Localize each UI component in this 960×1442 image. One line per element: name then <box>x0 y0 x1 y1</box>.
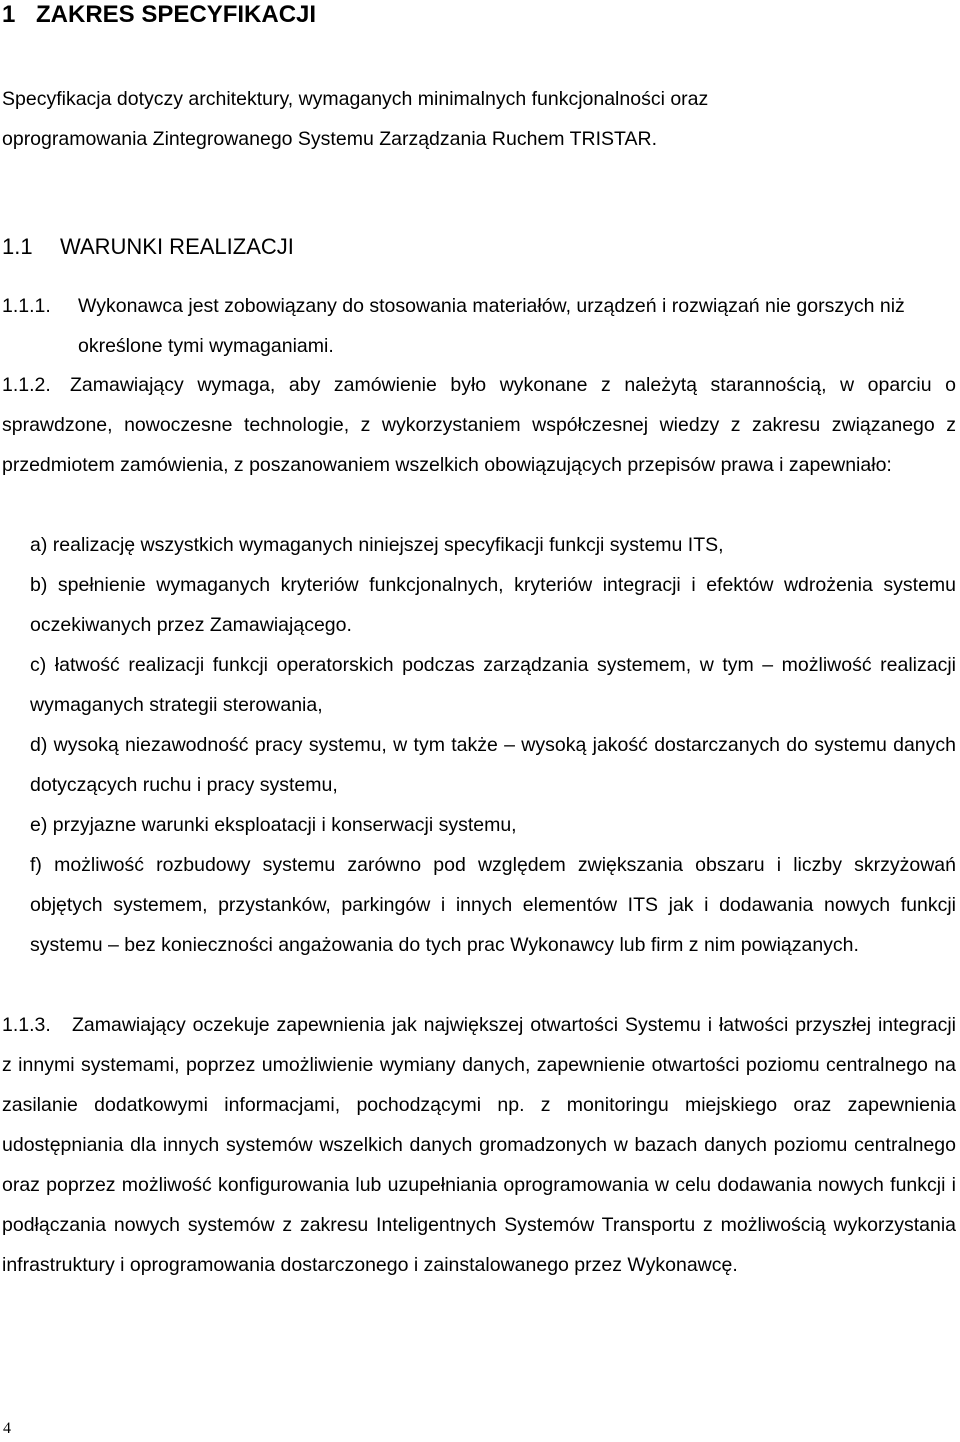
page-number: 4 <box>3 1420 11 1437</box>
point-number: 1.1.3. <box>2 1014 51 1036</box>
point-text: Zamawiający oczekuje zapewnienia jak największej otwartości Systemu i łatwości przyszłej integracji z innymi systemami, poprzez umożliwienie wymiany danych, zapewnienie otwartości poziomu centralnego na zasilanie dodatkowymi informacjami, pochodzącymi np. z monitoringu miejskiego oraz zapewnienia udostępniania dla innych systemów wszelkich danych gromadzonych w bazach danych poziomu centralnego oraz poprzez możliwość konfigurowania lub uzupełniania oprogramowania w celu dodawania nowych funkcji i podłączania nowych systemów z zakresu Inteligentnych Systemów Transportu z możliwością wykorzystania infrastruktury i oprogramowania dostarczonego i zainstalowanego przez Wykonawcę. <box>2 1014 956 1276</box>
list-item-f: f) możliwość rozbudowy systemu zarówno pod względem zwiększania obszaru i liczby skrzyżowań objętych systemem, przystanków, parkingów i innych elementów ITS jak i dodawania nowych funkcji systemu – bez konieczności angażowania do tych prac Wykonawcy lub firm z nim powiązanych. <box>30 854 956 956</box>
section-intro-paragraph: Specyfikacja dotyczy architektury, wymaganych minimalnych funkcjonalności oraz oprogramowania Zintegrowanego Systemu Zarządzania Ruchem TRISTAR. <box>2 88 709 150</box>
list-item-c: c) łatwość realizacji funkcji operatorskich podczas zarządzania systemem, w tym – możliwość realizacji wymaganych strategii sterowania, <box>30 654 956 716</box>
point-text: Wykonawca jest zobowiązany do stosowania materiałów, urządzeń i rozwiązań nie gorszych niż określone tymi wymaganiami. <box>78 295 905 357</box>
point-1-1-1 <box>2 286 952 366</box>
list-item-a: a) realizację wszystkich wymaganych niniejszej specyfikacji funkcji systemu ITS, <box>30 534 724 556</box>
list-item-e: e) przyjazne warunki eksploatacji i konserwacji systemu, <box>30 814 517 836</box>
point-number: 1.1.1. <box>2 295 51 317</box>
subsection-number: 1.1 <box>2 234 33 259</box>
section-title: ZAKRES SPECYFIKACJI <box>36 1 317 28</box>
section-heading <box>2 0 316 30</box>
point-number: 1.1.2. <box>2 374 51 396</box>
requirements-list <box>30 525 956 965</box>
subsection-heading <box>2 232 294 262</box>
list-item-d: d) wysoką niezawodność pracy systemu, w tym także – wysoką jakość dostarczanych do systemu danych dotyczących ruchu i pracy systemu, <box>30 734 956 796</box>
point-1-1-3 <box>2 1005 956 1285</box>
subsection-title: WARUNKI REALIZACJI <box>60 234 294 259</box>
section-number: 1 <box>2 1 16 28</box>
point-text: Zamawiający wymaga, aby zamówienie było wykonane z należytą starannością, w oparciu o sprawdzone, nowoczesne technologie, z wykorzystaniem współczesnej wiedzy z zakresu związanego z przedmiotem zamówienia, z poszanowaniem wszelkich obowiązujących przepisów prawa i zapewniało: <box>2 374 956 476</box>
point-1-1-2 <box>2 365 956 485</box>
list-item-b: b) spełnienie wymaganych kryteriów funkcjonalnych, kryteriów integracji i efektów wdrożenia systemu oczekiwanych przez Zamawiającego. <box>30 574 956 636</box>
